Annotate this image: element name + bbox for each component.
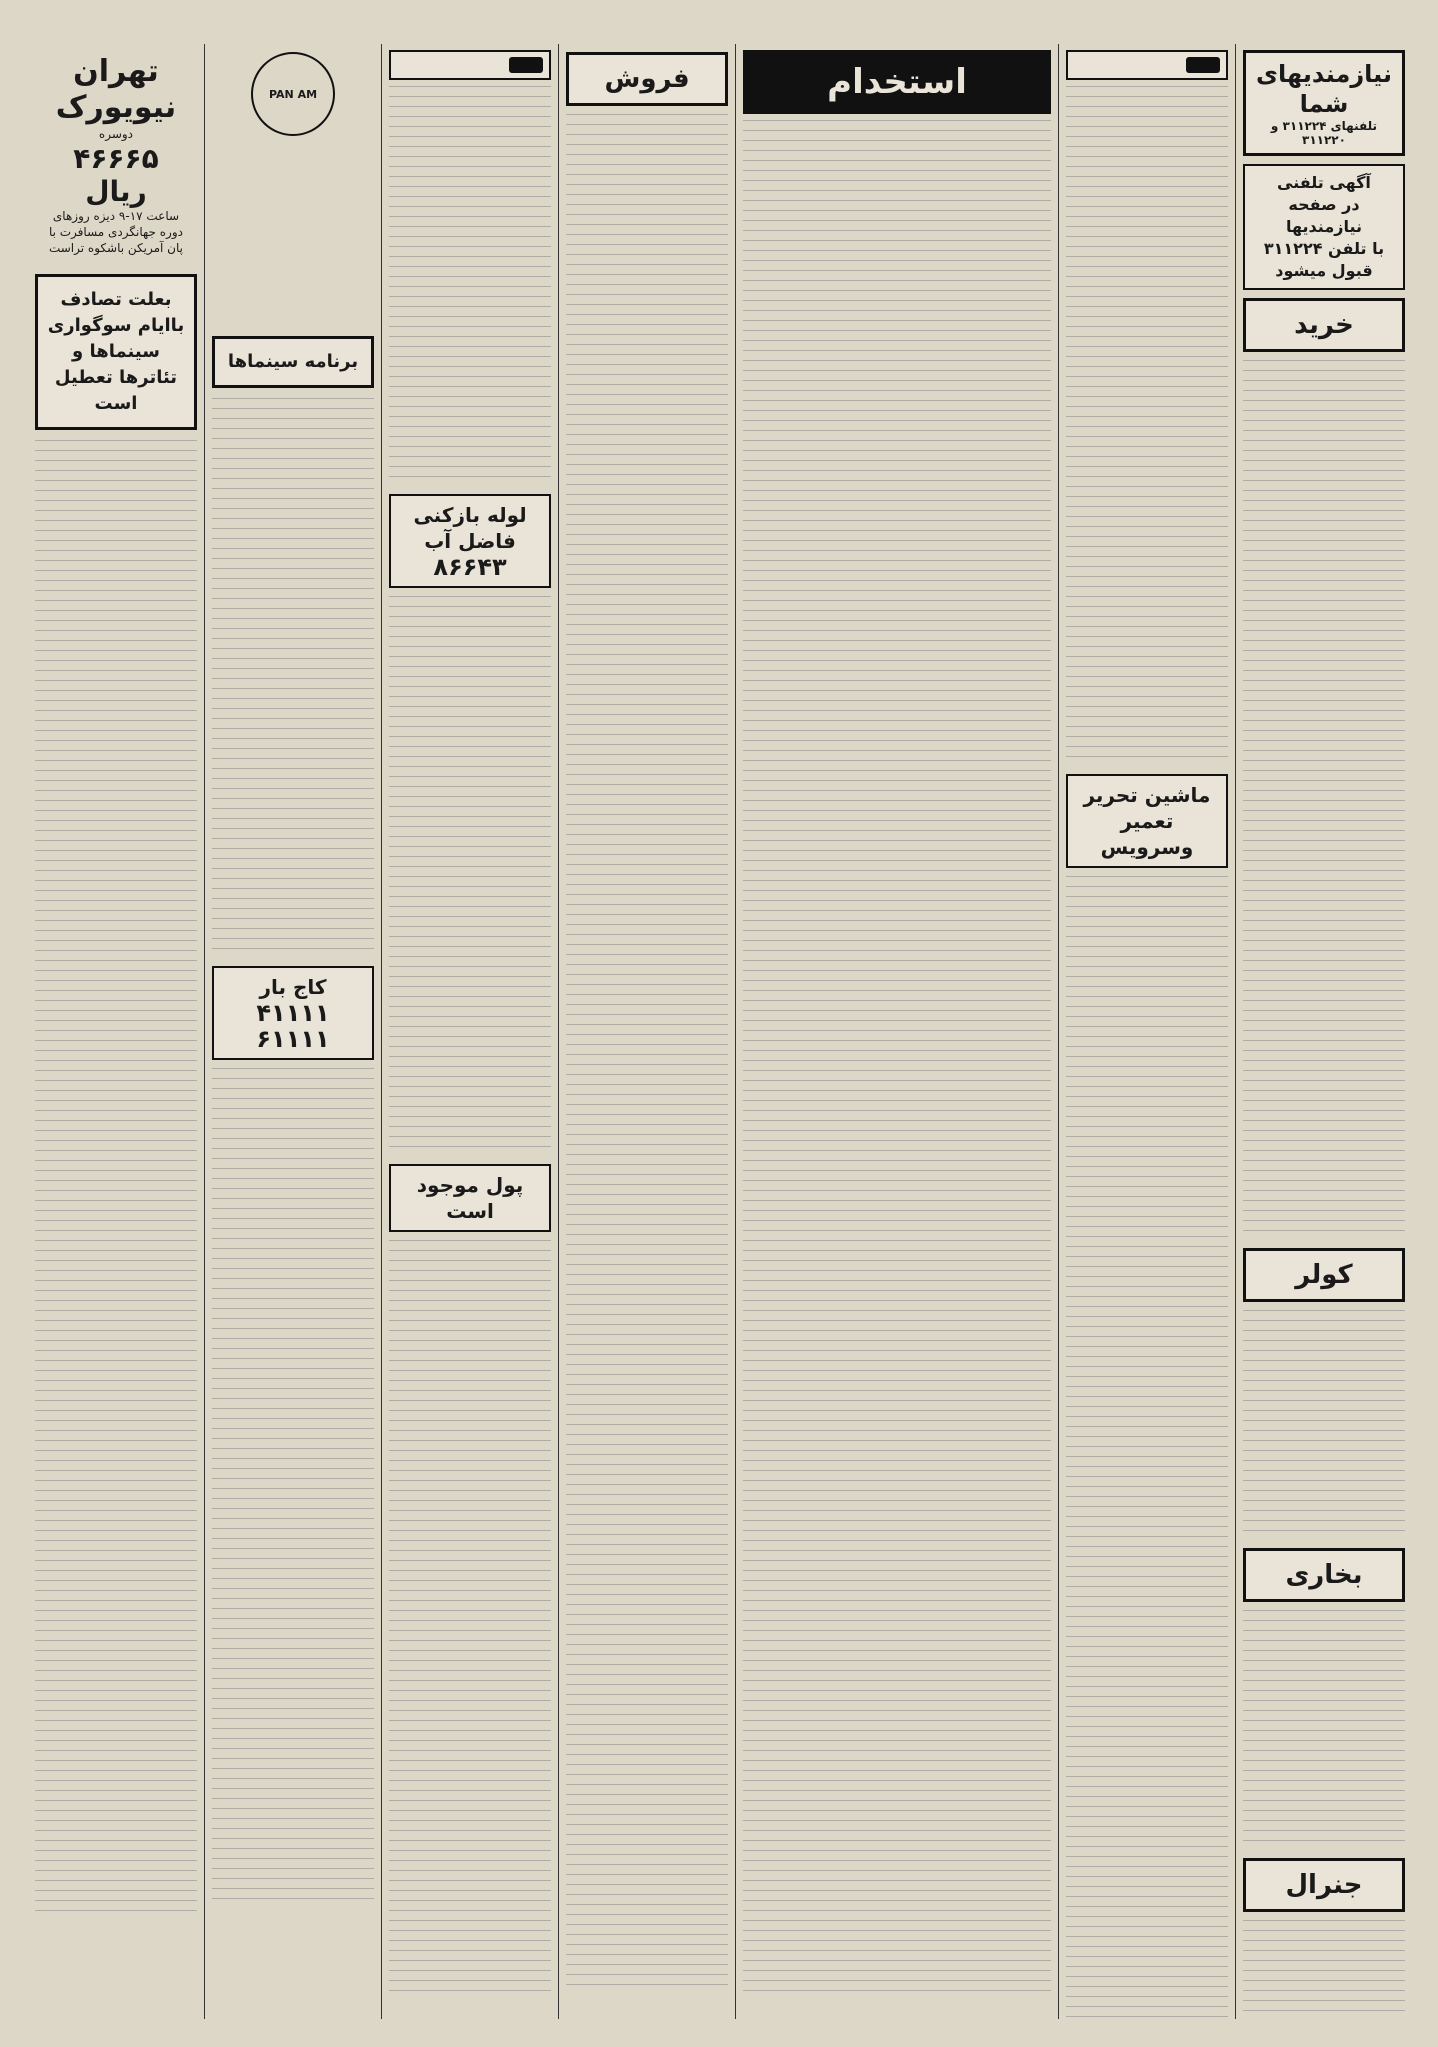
classified-text-block	[1243, 1920, 1405, 2019]
panam-logo: PAN AM	[251, 52, 335, 136]
classified-text-block	[1243, 1310, 1405, 1540]
phone-ad-line2: در صفحه نیازمندیها	[1285, 195, 1362, 236]
round-trip: دوسره	[98, 127, 134, 141]
phone-ad-line1: آگهی تلفنی	[1277, 173, 1371, 192]
column-2	[1058, 44, 1235, 2019]
fare-price: ۴۶۶۶۵ ریال	[73, 142, 159, 208]
column-grid	[28, 44, 1412, 2019]
classified-text-block	[212, 398, 374, 958]
section-header	[389, 50, 551, 80]
section-general: جنرال	[1243, 1858, 1405, 1912]
masthead	[1243, 50, 1405, 156]
sofa-icon	[1186, 57, 1220, 73]
makhin-ad: ماشین تحریر تعمیر وسرویس	[1066, 774, 1228, 868]
classified-text-block	[743, 120, 1051, 2000]
tehran-title: تهران	[73, 54, 159, 89]
classified-text-block	[35, 440, 197, 1920]
section-header	[1066, 50, 1228, 80]
kaj-bar-ad: کاج بار ۴۱۱۱۱ ۶۱۱۱۱	[212, 966, 374, 1060]
cinema-notice	[35, 274, 197, 430]
column-7	[28, 44, 204, 2019]
bazargani-ad: لوله بازکنی فاضل آب ۸۶۶۴۳	[389, 494, 551, 588]
classified-text-block	[389, 86, 551, 486]
house-icon	[509, 57, 543, 73]
cinema-header: برنامه سینماها	[227, 351, 359, 372]
cinema-text: بعلت تصادف باایام سوگواری سینماها و تئاترها تعطیل است	[47, 289, 185, 414]
classified-text-block	[389, 1240, 551, 2000]
section-estekhdam: استخدام	[743, 50, 1051, 114]
classified-text-block	[389, 596, 551, 1156]
poolmojood-ad: پول موجود است	[389, 1164, 551, 1232]
masthead-phones: تلفنهای ۳۱۱۲۲۴ و ۳۱۱۲۲۰	[1270, 119, 1378, 147]
section-bokhari: بخاری	[1243, 1548, 1405, 1602]
phone-ad-line4: قبول میشود	[1275, 261, 1373, 280]
section-kooler: کولر	[1243, 1248, 1405, 1302]
column-3	[735, 44, 1058, 2019]
section-foroosh: فروش	[566, 52, 728, 106]
classified-text-block	[1066, 876, 1228, 2019]
column-5	[381, 44, 558, 2019]
phone-ad-line3: با تلفن ۳۱۱۲۲۴	[1263, 239, 1385, 258]
masthead-title: نیازمندیهای شما	[1255, 60, 1392, 118]
column-4	[558, 44, 735, 2019]
phone-ad-box	[1243, 164, 1405, 290]
tehran-ny-ad	[35, 48, 197, 262]
column-1	[1235, 44, 1412, 2019]
column-6	[204, 44, 381, 2019]
newyork-title: نیویورک	[55, 90, 177, 125]
classified-text-block	[566, 114, 728, 1994]
section-khorid: خرید	[1243, 298, 1405, 352]
classified-text-block	[1243, 1610, 1405, 1850]
classified-text-block	[1243, 360, 1405, 1240]
cinema-box	[212, 336, 374, 388]
classified-text-block	[212, 1068, 374, 1908]
fare-note: ساعت ۱۷-۹ دیزه روزهای دوره جهانگردی مسافرت با پان آمریکن باشکوه تراست	[48, 209, 183, 255]
classified-text-block	[1066, 86, 1228, 766]
